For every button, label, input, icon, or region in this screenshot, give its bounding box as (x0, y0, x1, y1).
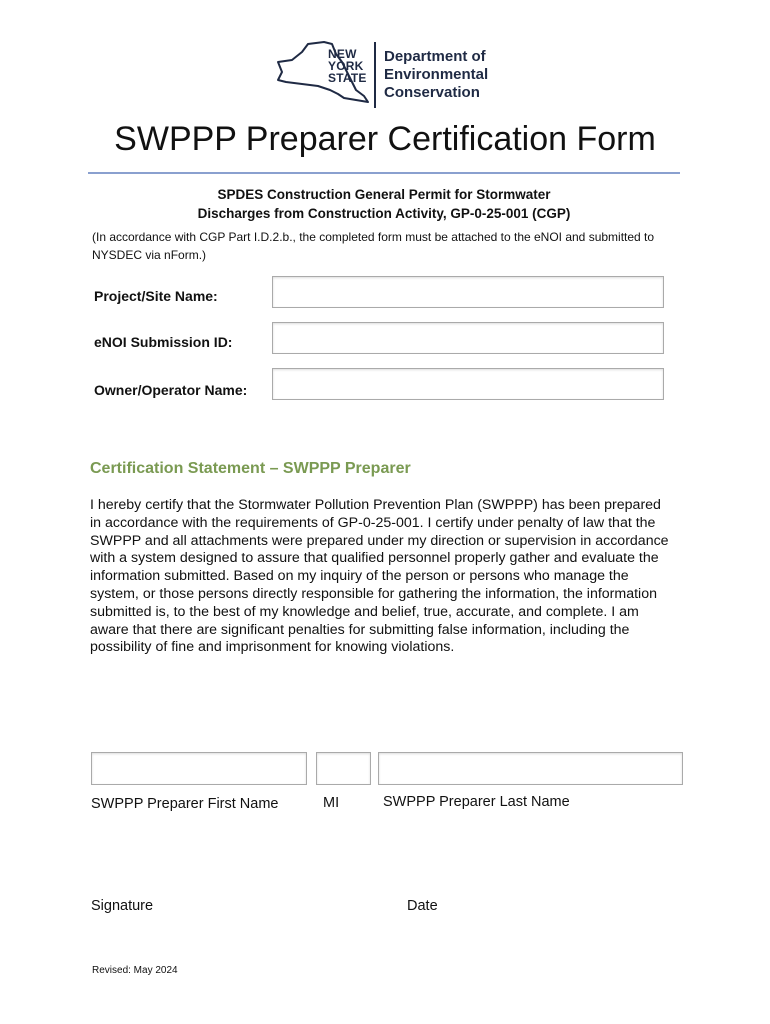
form-subtitle (88, 185, 680, 223)
subtitle-line: SPDES Construction General Permit for Stormwater (217, 187, 551, 202)
logo-dept-line: Department of (384, 48, 486, 65)
logo-divider (374, 42, 376, 108)
logo-state-line: NEW (328, 47, 357, 61)
certification-heading: Certification Statement – SWPPP Preparer (90, 460, 411, 477)
logo-state-line: YORK (328, 59, 364, 73)
certification-statement: I hereby certify that the Stormwater Pollution Prevention Plan (SWPPP) has been prepared in accordance with the requirements of GP-0-25-001. I certify under penalty of law that the SWPPP and all attachments were prepared under my direction or supervision in accordance with a system designed to assure that qualified personnel properly gather and evaluate the information submitted. Based on my inquiry of the person or persons who manage the system, or those persons directly responsible for gathering the information, the information submitted is, to the best of my knowledge and belief, true, accurate, and complete. I am aware that there are significant penalties for submitting false information, including the possibility of fine and imprisonment for knowing violations. (90, 497, 669, 656)
logo-state-line: STATE (328, 71, 367, 85)
logo-dept-line: Conservation (384, 84, 480, 101)
nysdec-logo (272, 40, 512, 110)
logo-state-text (328, 48, 368, 84)
revised-date: Revised: May 2024 (92, 965, 178, 976)
enoi-submission-id-label: eNOI Submission ID: (94, 334, 233, 350)
project-site-name-input[interactable] (272, 276, 664, 308)
preparer-last-name-input[interactable] (378, 752, 683, 785)
project-site-name-label: Project/Site Name: (94, 288, 218, 304)
owner-operator-name-label: Owner/Operator Name: (94, 382, 248, 398)
logo-dept-line: Environmental (384, 66, 489, 83)
preparer-last-name-label: SWPPP Preparer Last Name (383, 794, 570, 810)
preparer-mi-input[interactable] (316, 752, 371, 785)
owner-operator-name-input[interactable] (272, 368, 664, 400)
date-label: Date (407, 898, 438, 914)
title-divider (88, 172, 680, 174)
preparer-first-name-input[interactable] (91, 752, 307, 785)
signature-label: Signature (91, 898, 154, 914)
subtitle-line: Discharges from Construction Activity, GP-0-25-001 (CGP) (197, 206, 571, 221)
preparer-first-name-label: SWPPP Preparer First Name (91, 796, 279, 812)
logo-department-text (384, 48, 514, 102)
preparer-mi-label: MI (323, 795, 340, 811)
submission-note: (In accordance with CGP Part I.D.2.b., the completed form must be attached to the eNOI and submitted to NYSDEC via nForm.) (92, 230, 655, 262)
form-title: SWPPP Preparer Certification Form (114, 120, 656, 158)
enoi-submission-id-input[interactable] (272, 322, 664, 354)
